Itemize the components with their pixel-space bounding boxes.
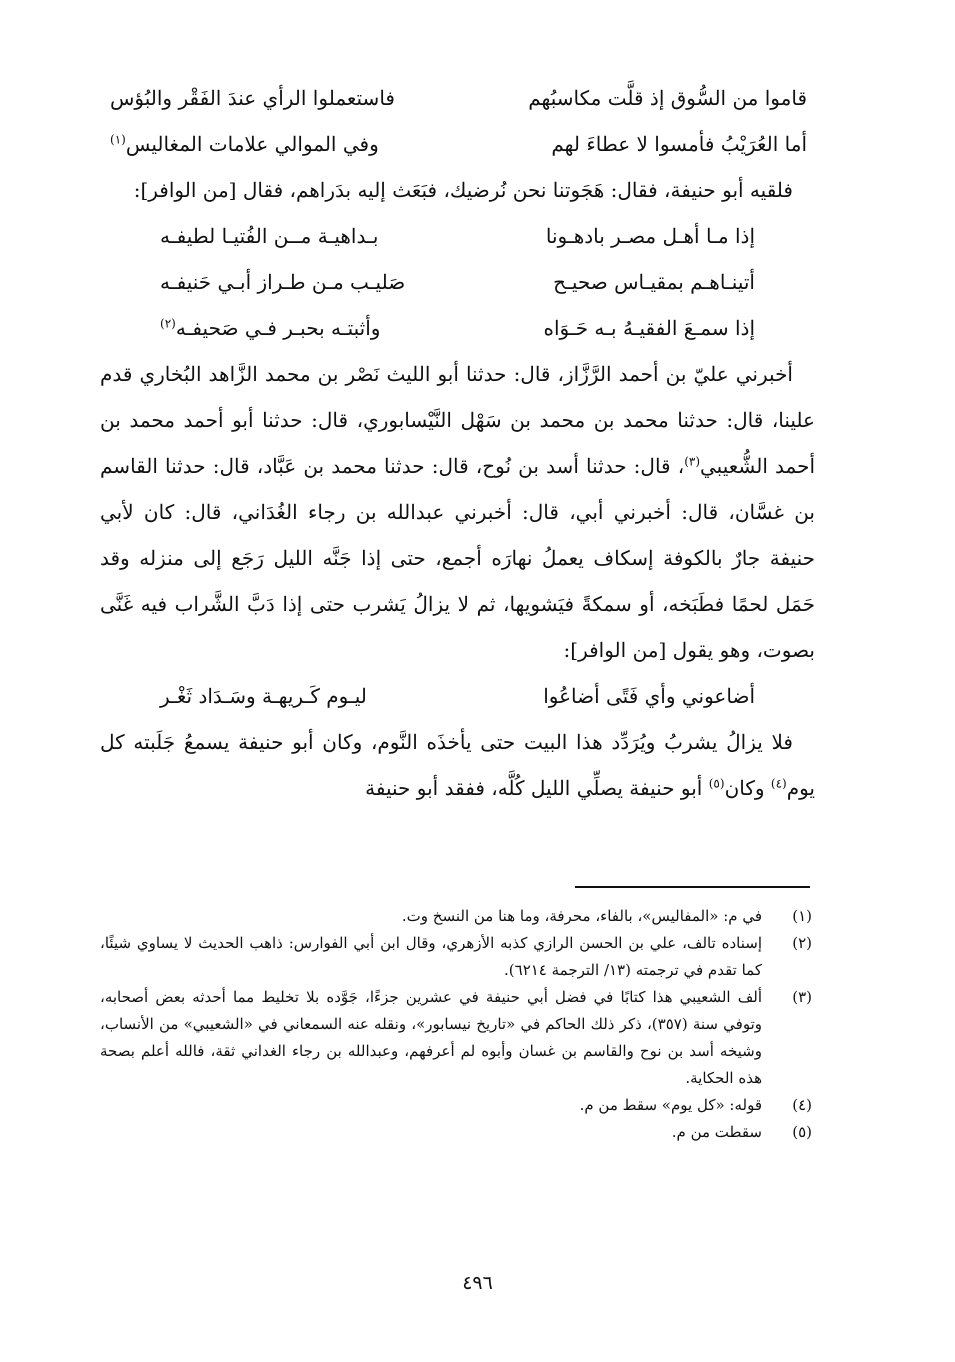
verse-hemistich-left: وفي الموالي علامات المغاليس$^{(١)}$ [110, 132, 379, 156]
verse-line [100, 121, 815, 167]
paragraph: أخبرني عليّ بن أحمد الرَّزَّاز، قال: حدثنا أبو الليث نَصْر بن محمد الزَّاهد البُخاري قدم علينا، قال: حدثنا محمد بن محمد بن سَهْل النَّيْسابوري، قال: حدثنا أبو أحمد محمد بن أحمد الشُّعيبي$^{(٣)}$، قال: حدثنا أسد بن نُوح، قال: حدثنا محمد بن عَبَّاد، قال: حدثنا القاسم بن غسَّان، قال: أخبرني أبي، قال: أخبرني عبدالله بن رجاء الغُدَاني، قال: كان لأبي حنيفة جارٌ بالكوفة إسكاف يعملُ نهارَه أجمع، حتى إذا جَنَّه الليل رَجَع إلى منزله وقد حَمَل لحمًا فطَبَخه، أو سمكةً فيَشويها، ثم لا يزالُ يَشرب حتى إذا دَبَّ الشَّراب فيه غَنَّى بصوت، وهو يقول [من الوافر]: [100, 362, 815, 662]
verse-hemistich-right: أضاعوني وأي فَتًى أضاعُوا [543, 684, 755, 708]
footnote [100, 984, 812, 1092]
footnotes [100, 903, 812, 1146]
footnote-marker[interactable]: (٥) [708, 776, 725, 791]
footnote-text: في م: «المفاليس»، بالفاء، محرفة، وما هنا من النسخ وت. [401, 907, 762, 925]
verse-hemistich-right: أتينـاهـم بمقيـاس صحيـح [553, 270, 755, 294]
verse-line [100, 673, 815, 719]
footnote-number: (٥) [792, 1123, 812, 1141]
verse-line [100, 259, 815, 305]
footnote-number: (٢) [792, 934, 812, 952]
verse-hemistich-right: أما العُرَيْبُ فأمسوا لا عطاءَ لهم [551, 132, 807, 156]
verse-hemistich-left: وأثبتـه بحبـر فـي صَحيفـه$^{(٢)}$ [160, 316, 381, 340]
footnote-text: ألف الشعيبي هذا كتابًا في فضل أبي حنيفة في عشرين جزءًا، جَوَّده بلا تخليط مما أحدثه بعض أصحابه، وتوفي سنة (٣٥٧)، ذكر ذلك الحاكم في «تاريخ نيسابور»، ونقله عنه السمعاني في «الشعيبي» من الأنساب، وشيخه أسد بن نوح والقاسم بن غسان وأبوه لم أعرفهم، وعبدالله بن رجاء الغداني ثقة، فالله أعلم بصحة هذه الحكاية. [100, 988, 762, 1087]
verse-hemistich-left: صَليـب مـن طـراز أبـي حَنيفـه [160, 270, 406, 294]
verse-hemistich-left: ليـوم كَـريهـة وسَـدَاد ثَغْـر [160, 684, 367, 708]
footnote [100, 903, 812, 930]
footnote-text: سقطت من م. [671, 1123, 762, 1141]
footnote-marker[interactable]: (١) [110, 132, 126, 147]
verse-hemistich-right: إذا سمـعَ الفقيـهُ بـه حَـوَاه [543, 316, 755, 340]
verse-hemistich-left: فاستعملوا الرأي عندَ الفَقْر والبُؤس [110, 86, 395, 110]
verse-hemistich-right: قاموا من السُّوق إذ قلَّت مكاسبُهم [528, 86, 807, 110]
footnote-number: (٤) [792, 1096, 812, 1114]
verse-line [100, 213, 815, 259]
footnote-marker[interactable]: (٣) [684, 454, 701, 469]
verse-line [100, 75, 815, 121]
verse-hemistich-right: إذا مـا أهـل مصـر بادهـونا [545, 224, 755, 248]
verse-hemistich-left: بـداهيـة مــن الفُتيـا لطيفـه [160, 224, 379, 248]
paragraph: فلا يزالُ يشربُ ويُرَدِّد هذا البيت حتى يأخذَه النَّوم، وكان أبو حنيفة يسمعُ جَلَبته كل يوم$^{(٤)}$ وكان$^{(٥)}$ أبو حنيفة يصلِّي الليل كُلَّه، ففقد أبو حنيفة [100, 730, 815, 800]
footnote-marker[interactable]: (٢) [160, 316, 176, 331]
verse-line [100, 305, 815, 351]
footnote [100, 1092, 812, 1119]
footnote [100, 930, 812, 984]
footnote-text: إسناده تالف، علي بن الحسن الرازي كذبه الأزهري، وقال ابن أبي الفوارس: ذاهب الحديث لا يساوي شيئًا، كما تقدم في ترجمته (١٣/ الترجمة ٦٢١٤). [100, 934, 762, 979]
footnote-number: (١) [792, 907, 812, 925]
footnote-divider [575, 886, 810, 888]
footnote-number: (٣) [792, 988, 812, 1006]
page-number: ٤٩٦ [462, 1272, 493, 1294]
paragraph: فلقيه أبو حنيفة، فقال: هَجَوتنا نحن نُرضيك، فبَعَث إليه بدَراهم، فقال [من الوافر]: [133, 178, 793, 202]
main-text [100, 75, 815, 811]
footnote-text: قوله: «كل يوم» سقط من م. [579, 1096, 762, 1114]
footnote-marker[interactable]: (٤) [770, 776, 787, 791]
footnote [100, 1119, 812, 1146]
